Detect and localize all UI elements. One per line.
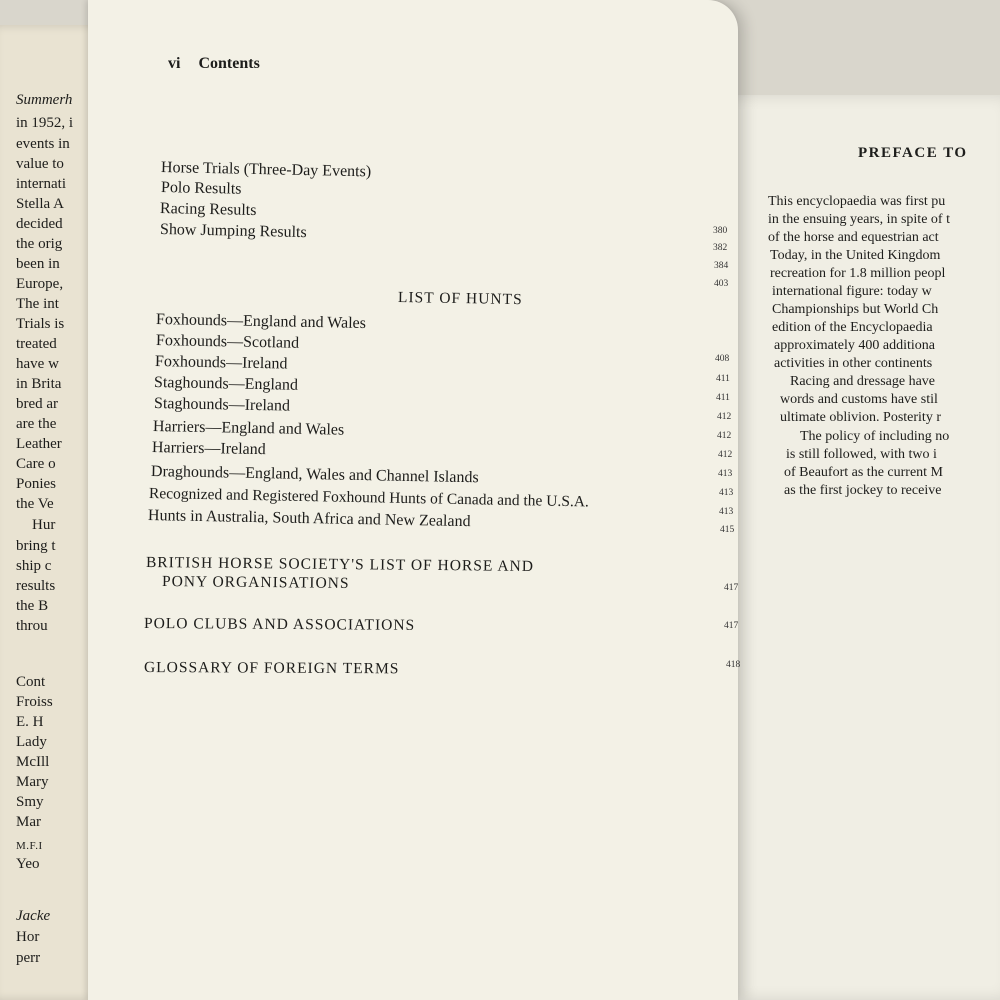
preface-line: is still followed, with two i — [786, 447, 937, 462]
left-line: Yeo — [16, 856, 40, 872]
left-line: Lady — [16, 734, 47, 750]
page-number: 382 — [713, 243, 728, 253]
preface-line: of Beaufort as the current M — [784, 465, 943, 480]
left-line: M.F.I — [16, 840, 43, 852]
bhs-heading-line1: BRITISH HORSE SOCIETY'S LIST OF HORSE AND — [145, 554, 535, 576]
left-line: McIll — [16, 754, 50, 770]
left-line: internati — [16, 176, 66, 192]
page-number: 403 — [714, 279, 729, 289]
left-line: ship c — [16, 558, 52, 574]
preface-line: approximately 400 additiona — [774, 338, 935, 353]
page-number: 408 — [715, 354, 730, 364]
page-number-label: vi — [168, 55, 181, 72]
left-line: Smy — [16, 794, 44, 810]
left-line: the orig — [16, 236, 63, 252]
bhs-heading-line2: PONY ORGANISATIONS — [161, 573, 350, 592]
left-line: bring t — [16, 538, 56, 554]
glossary-heading: GLOSSARY OF FOREIGN TERMS — [143, 659, 400, 678]
page-number: 411 — [716, 393, 730, 403]
page-title: Contents — [198, 55, 260, 72]
left-line: Trials is — [16, 316, 65, 332]
preface-line: Racing and dressage have — [790, 374, 935, 389]
preface-line: This encyclopaedia was first pu — [768, 194, 946, 209]
left-line: events in — [16, 136, 70, 152]
left-line: perr — [16, 950, 41, 966]
preface-line: Championships but World Ch — [772, 302, 939, 317]
contents-entry: Show Jumping Results — [159, 221, 307, 242]
page-number: 412 — [717, 431, 732, 441]
preface-line: recreation for 1.8 million peopl — [770, 266, 946, 281]
contents-entry: Polo Results — [160, 179, 242, 198]
left-line: the Ve — [16, 496, 54, 512]
preface-line: edition of the Encyclopaedia — [772, 320, 933, 335]
preface-line: of the horse and equestrian act — [768, 230, 939, 245]
list-of-hunts-heading: LIST OF HUNTS — [397, 289, 523, 309]
left-line: Cont — [16, 674, 46, 690]
left-line: Ponies — [16, 476, 57, 492]
preface-line: in the ensuing years, in spite of t — [768, 212, 950, 227]
page-number: 413 — [719, 488, 734, 498]
left-line: Mar — [16, 814, 41, 830]
left-line: treated — [16, 336, 57, 352]
left-line: value to — [16, 156, 64, 172]
page-number: 411 — [716, 374, 730, 384]
left-line: Hur — [32, 517, 56, 533]
page-header — [168, 55, 278, 73]
contents-entry: Horse Trials (Three-Day Events) — [160, 159, 372, 181]
left-line: Leather — [16, 436, 62, 452]
preface-line: as the first jockey to receive — [784, 483, 942, 498]
hunt-entry: Staghounds—Ireland — [153, 395, 291, 415]
preface-line: words and customs have stil — [780, 392, 938, 407]
left-line: Mary — [16, 774, 49, 790]
hunt-entry: Harriers—Ireland — [151, 439, 266, 459]
hunt-entry: Foxhounds—Scotland — [155, 332, 300, 352]
page-number: 413 — [719, 507, 734, 517]
left-line: in 1952, i — [16, 115, 74, 131]
page-number: 415 — [720, 525, 735, 535]
left-line: Hor — [16, 929, 40, 945]
right-page — [700, 95, 1000, 1000]
left-line: E. H — [16, 714, 44, 730]
page-number: 413 — [718, 469, 733, 479]
hunt-entry: Foxhounds—England and Wales — [155, 311, 367, 333]
page-number: 412 — [717, 412, 732, 422]
preface-heading: PREFACE TO — [858, 145, 968, 161]
preface-line: The policy of including no — [800, 429, 950, 444]
left-line: throu — [16, 618, 48, 634]
preface-line: ultimate oblivion. Posterity r — [780, 410, 941, 425]
contents-page — [88, 0, 741, 1000]
hunt-entry: Harriers—England and Wales — [152, 418, 345, 439]
preface-line: activities in other continents — [774, 356, 933, 371]
left-line: been in — [16, 256, 60, 272]
left-line: bred ar — [16, 396, 59, 412]
left-line: Stella A — [16, 196, 64, 212]
page-number: 384 — [714, 261, 729, 271]
page-number: 417 — [724, 583, 739, 593]
left-line: Europe, — [16, 276, 64, 292]
preface-line: Today, in the United Kingdom — [770, 248, 941, 263]
left-line: in Brita — [16, 376, 62, 392]
left-line: are the — [16, 416, 57, 432]
left-line: Summerh — [16, 92, 73, 108]
page-number: 412 — [718, 450, 733, 460]
hunt-entry: Staghounds—England — [153, 374, 299, 394]
left-line: the B — [16, 598, 49, 614]
page-number: 418 — [726, 660, 741, 670]
left-line: Care o — [16, 456, 56, 472]
left-line: Jacke — [16, 908, 51, 924]
left-line: have w — [16, 356, 59, 372]
contents-entry: Racing Results — [159, 200, 257, 220]
page-number: 380 — [713, 226, 728, 236]
left-line: The int — [16, 296, 59, 312]
page-number: 417 — [724, 621, 739, 631]
preface-line: international figure: today w — [772, 284, 932, 299]
hunt-entry: Recognized and Registered Foxhound Hunts of Canada and the U.S.A. — [148, 485, 590, 511]
left-line: decided — [16, 216, 63, 232]
hunt-entry: Foxhounds—Ireland — [154, 353, 288, 373]
hunt-entry: Hunts in Australia, South Africa and New Zealand — [147, 507, 471, 531]
left-line: results — [16, 578, 56, 594]
polo-clubs-heading: POLO CLUBS AND ASSOCIATIONS — [143, 615, 416, 634]
left-line: Froiss — [16, 694, 53, 710]
hunt-entry: Draghounds—England, Wales and Channel Islands — [150, 463, 479, 487]
